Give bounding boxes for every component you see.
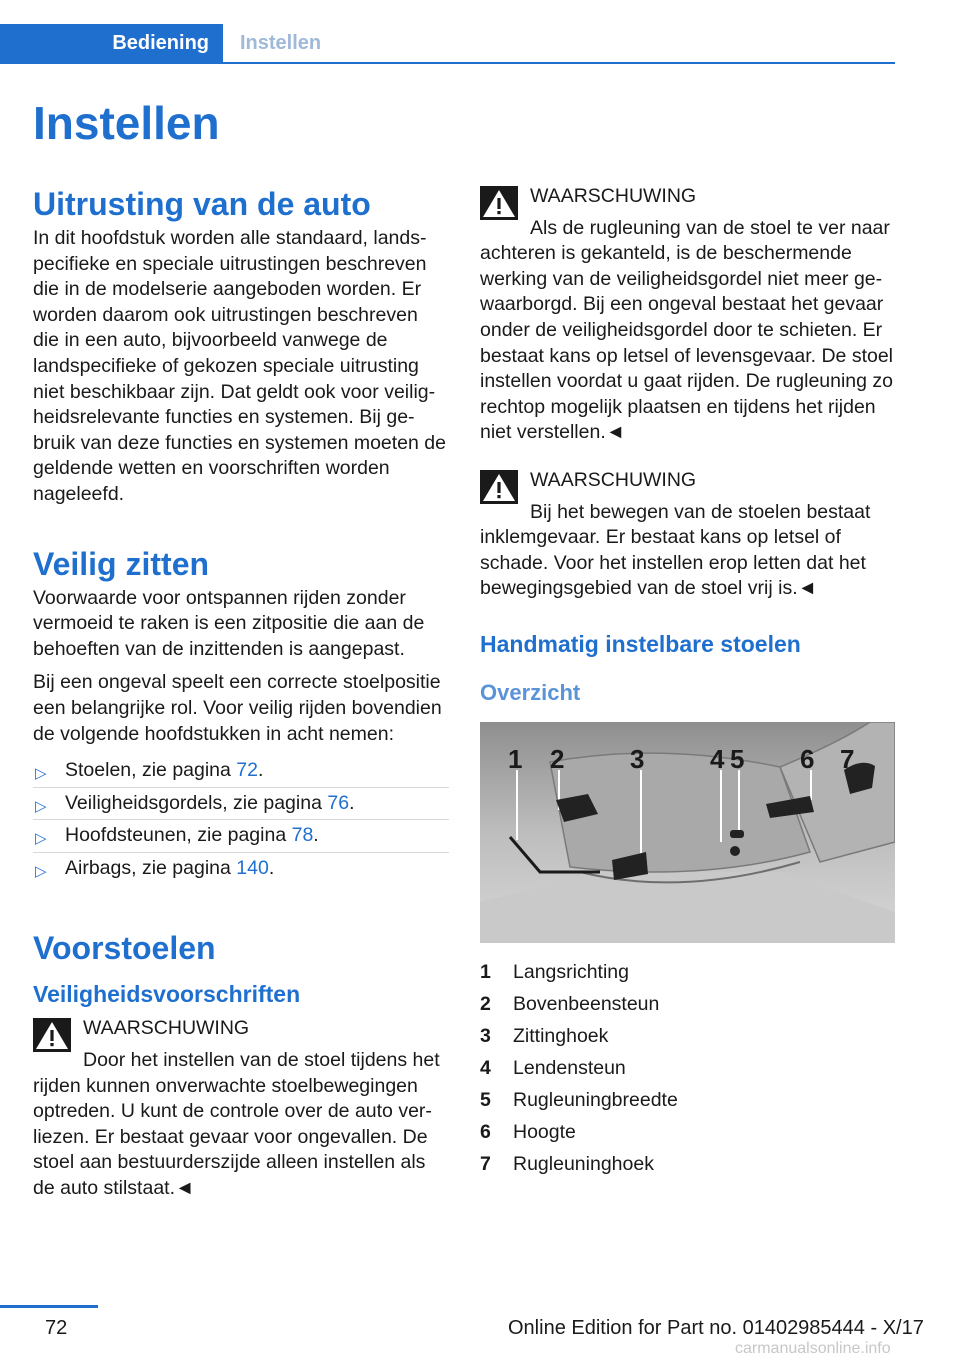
figure-label-3: 3 — [630, 743, 645, 774]
warning-triangle-icon — [33, 1018, 71, 1052]
figure-label-5: 5 — [730, 743, 745, 774]
legend-label: Zittinghoek — [513, 1024, 609, 1047]
legend-number: 4 — [480, 1056, 491, 1079]
warning-text: achteren is gekanteld, is de beschermende werking van de veiligheidsgordel niet meer gewaarborgd. Bij een ongeval bestaat het gevaar onder de veiligheidsgordel door te schieten. Er bestaat kans op letsel of levensgevaar. De stoel instellen voordat u gaat rijden. De rugleuning zo rechtop mogelijk plaatsen en tijdens het rijden niet verstellen.◄ — [480, 242, 894, 444]
legend-number: 3 — [480, 1024, 491, 1047]
paragraph-safe-1: Voorwaarde voor ontspannen rijden zonder vermoeid te raken is een zitpositie die aan de behoeften van de inzittenden is aangepast. — [33, 586, 425, 660]
heading-front-seats: Voorstoelen — [33, 930, 216, 967]
figure-label-2: 2 — [550, 743, 565, 774]
warning-block-1 — [33, 1016, 449, 1201]
legend-row — [480, 1020, 678, 1052]
warning-text-first: Bij het bewegen van de stoelen bestaat — [530, 500, 871, 523]
legend-number: 7 — [480, 1152, 491, 1175]
legend-label: Langsrichting — [513, 960, 629, 983]
heading-manual-seats: Handmatig instelbare stoelen — [480, 630, 801, 657]
warning-triangle-icon — [480, 186, 518, 220]
figure-label-7: 7 — [840, 743, 855, 774]
warning-text-first: Door het instellen van de stoel tijdens het — [83, 1049, 440, 1072]
list-item — [33, 820, 449, 853]
warning-text: inklemgevaar. Er bestaat kans op letsel of schade. Voor het instellen erop letten dat het bewegingsgebied van de stoel vrij is.◄ — [480, 526, 866, 600]
edition-note: Online Edition for Part no. 01402985444 - X/17 — [508, 1317, 924, 1339]
left-column — [33, 184, 449, 1202]
legend-number: 5 — [480, 1088, 491, 1111]
figure-label-1: 1 — [508, 743, 523, 774]
page-link[interactable]: 140 — [236, 856, 269, 879]
legend-label: Bovenbeensteun — [513, 992, 660, 1015]
page-title: Instellen — [33, 97, 220, 149]
right-column — [480, 184, 896, 1180]
heading-overview: Overzicht — [480, 679, 581, 705]
legend-number: 2 — [480, 992, 491, 1015]
list-item-end: . — [313, 824, 319, 847]
figure-label-6: 6 — [800, 743, 815, 774]
list-item-end: . — [349, 791, 355, 814]
figure-legend — [480, 956, 678, 1180]
seat-controls-figure — [480, 722, 895, 943]
legend-label: Rugleuninghoek — [513, 1152, 654, 1175]
page-number: 72 — [45, 1317, 68, 1339]
legend-row — [480, 1084, 678, 1116]
heading-safety-instructions: Veiligheidsvoorschriften — [33, 981, 301, 1008]
bullet-triangle-icon: ▷ — [35, 765, 47, 783]
paragraph-equipment: In dit hoofdstuk worden alle standaard, landspecifieke en speciale uitrustingen beschreven die in de modelserie aangeboden worden. Er worden daarom ook uitrustingen beschreven die in een auto, bijvoorbeeld vanwege de landspecifieke of gekozen speciale uitrusting niet beschikbaar zijn. Dat geldt ook voor veiligheidsrelevante functies en systemen. Bij gebruik van deze functies en systemen moeten de geldende wetten en voorschriften worden nageleefd. — [33, 227, 446, 505]
warning-block-2 — [480, 184, 896, 446]
footer-rule — [0, 1305, 98, 1308]
warning-text-first: Als de rugleuning van de stoel te ver naar — [530, 216, 890, 239]
legend-row — [480, 1116, 678, 1148]
legend-label: Lendensteun — [513, 1056, 626, 1079]
list-item-end: . — [268, 856, 275, 879]
warning-title: WAARSCHUWING — [530, 468, 697, 491]
list-item-text: Stoelen, zie pagina — [65, 759, 237, 782]
list-item — [33, 853, 449, 885]
tab-instellen[interactable]: Instellen — [240, 32, 322, 54]
legend-row — [480, 1052, 678, 1084]
legend-number: 6 — [480, 1120, 491, 1143]
figure-label-4: 4 — [710, 743, 725, 774]
heading-equipment: Uitrusting van de auto — [33, 186, 371, 222]
list-item-text: Veiligheidsgordels, zie pagina — [65, 791, 328, 814]
bullet-triangle-icon: ▷ — [35, 830, 47, 848]
page-link[interactable]: 78 — [291, 824, 314, 847]
watermark: carmanualsonline.info — [735, 1340, 891, 1357]
list-item — [33, 788, 449, 821]
paragraph-safe-2: Bij een ongeval speelt een correcte stoelpositie een belangrijke rol. Voor veilig rijden bovendien de volgende hoofdstukken in acht nemen: — [33, 671, 442, 745]
tab-bediening[interactable]: Bediening — [0, 24, 223, 62]
list-item-text: Hoofdsteunen, zie pagina — [65, 824, 292, 847]
chapter-reference-list — [33, 755, 449, 884]
legend-row — [480, 956, 678, 988]
list-item-end: . — [258, 759, 264, 782]
warning-block-3 — [480, 468, 896, 602]
bullet-triangle-icon: ▷ — [35, 797, 47, 815]
legend-row — [480, 988, 678, 1020]
page-link[interactable]: 72 — [236, 759, 258, 782]
warning-title: WAARSCHUWING — [83, 1017, 250, 1040]
heading-safe-sitting: Veilig zitten — [33, 545, 210, 582]
legend-row — [480, 1148, 678, 1180]
legend-number: 1 — [480, 960, 491, 983]
list-item — [33, 755, 449, 788]
legend-label: Rugleuningbreedte — [513, 1088, 678, 1111]
bullet-triangle-icon: ▷ — [35, 862, 47, 880]
list-item-text: Airbags, zie pagina — [65, 856, 237, 879]
warning-title: WAARSCHUWING — [530, 185, 697, 207]
legend-label: Hoogte — [513, 1120, 576, 1143]
warning-triangle-icon — [480, 470, 518, 504]
page-link[interactable]: 76 — [327, 791, 350, 814]
warning-text: rijden kunnen onverwachte stoelbewegingen optreden. U kunt de controle over de auto verliezen. Er bestaat gevaar voor ongevallen. De stoel aan bestuurderszijde alleen instellen als de auto stilstaat.◄ — [33, 1074, 432, 1200]
header-bar — [0, 24, 895, 64]
